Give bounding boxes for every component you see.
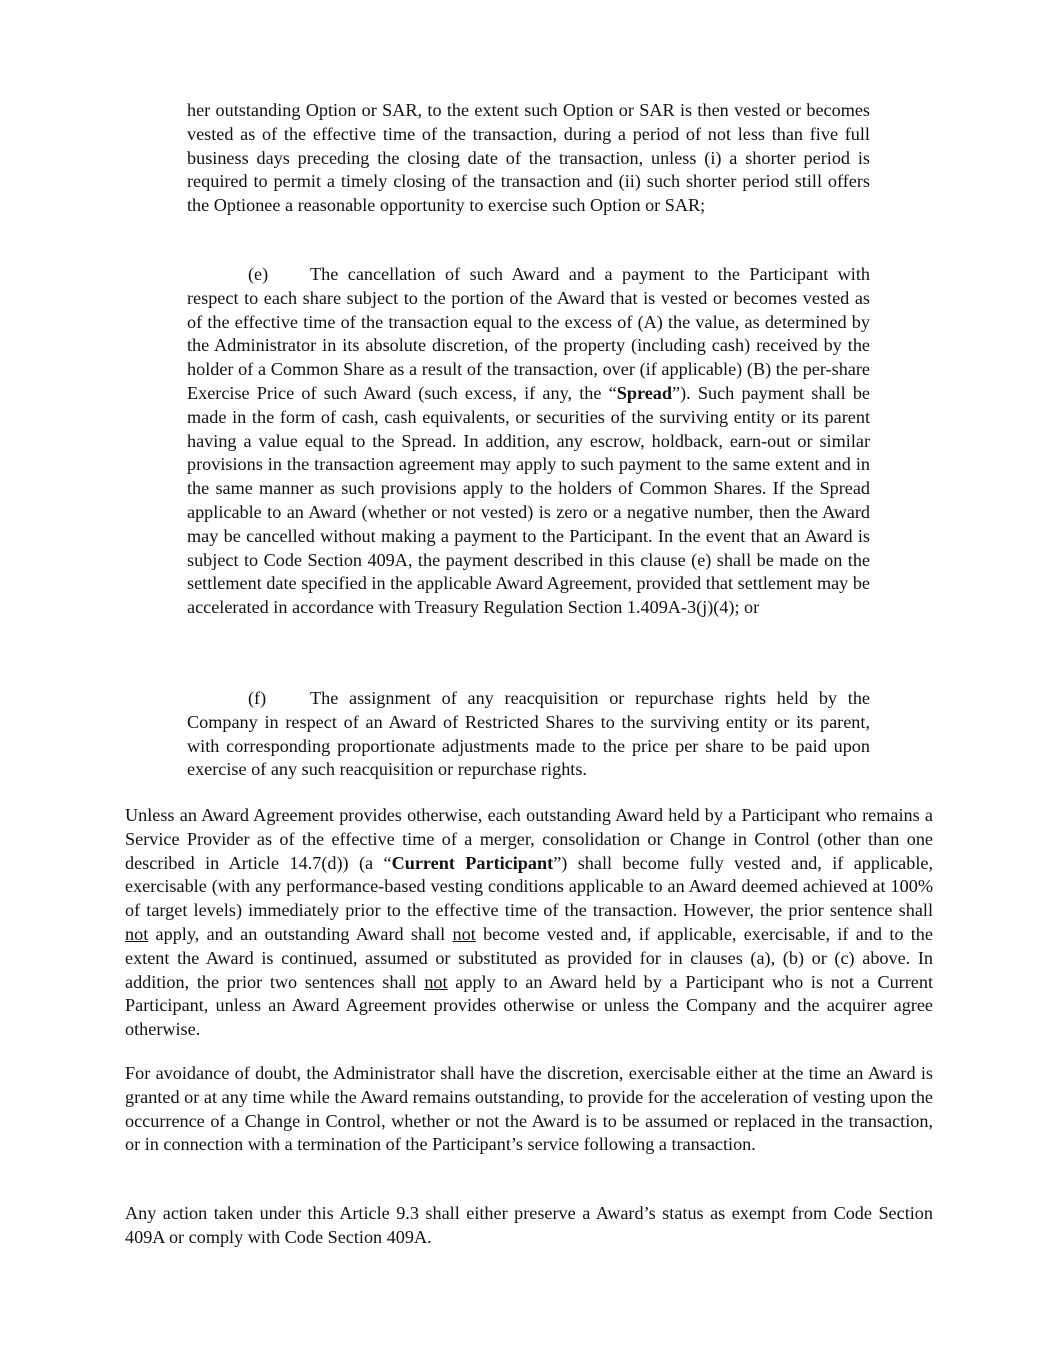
clause-e-text-before: The cancellation of such Award and a payment to the Participant with respect to each share subject to the portion of the Award that is vested or becomes vested as of the effective time of the transaction equal to the excess of (A) the value, as determined by the Administrator in its absolute discretion, of the property (including cash) received by the holder of a Common Share as a result of the transaction, over (if applicable) (B) the per-share Exercise Price of such Award (such excess, if any, the “ — [187, 264, 870, 403]
clause-f-label: (f) — [248, 688, 267, 708]
unless-part-5: apply to an Award held by a Participant who is not a Current Participant, unless an Award Agreement provides otherwise or unless the Company and the acquirer agree otherwise. — [125, 971, 933, 1040]
unless-part-4: become vested and, if applicable, exercisable, if and to the extent the Award is continued, assumed or substituted as provided for in clauses (a), (b) or (c) above. In addition, the prior two sentences shall — [125, 923, 933, 992]
paragraph-unless — [125, 804, 933, 1042]
unless-part-1: Unless an Award Agreement provides otherwise, each outstanding Award held by a Participant who remains a Service Provider as of the effective time of a merger, consolidation or Change in Control (other than one described in Article 14.7(d)) (a “ — [125, 805, 933, 873]
paragraph-section-409a: Any action taken under this Article 9.3 shall either preserve a Award’s status as exempt from Code Section 409A or comply with Code Section 409A. — [125, 1203, 933, 1247]
clause-e-defined-term: Spread — [616, 382, 672, 403]
defined-term-current-participant: Current Participant — [391, 852, 554, 873]
paragraph-avoidance-of-doubt: For avoidance of doubt, the Administrator shall have the discretion, exercisable either at the time an Award is granted or at any time while the Award remains outstanding, to provide for the acceleration of vesting upon the occurrence of a Change in Control, whether or not the Award is to be assumed or replaced in the transaction, or in connection with a termination of the Participant’s service following a transaction. — [125, 1063, 933, 1155]
underlined-not-2: not — [452, 923, 476, 944]
underlined-not-3: not — [424, 971, 448, 992]
clause-f-text: The assignment of any reacquisition or repurchase rights held by the Company in respect of an Award of Restricted Shares to the surviving entity or its parent, with corresponding proportionate adjustments made to the price per share to be paid upon exercise of any such reacquisition or repurchase rights. — [187, 688, 870, 780]
clause-e-label: (e) — [248, 264, 269, 284]
paragraph-option-continuation: her outstanding Option or SAR, to the extent such Option or SAR is then vested or becomes vested as of the effective time of the transaction, during a period of not less than five full business days preceding the closing date of the transaction, unless (i) a shorter period is required to permit a timely closing of the transaction and (ii) such shorter period still offers the Optionee a reasonable opportunity to exercise such Option or SAR; — [187, 100, 870, 216]
clause-e — [187, 263, 870, 620]
clause-f — [187, 687, 870, 782]
unless-part-3: apply, and an outstanding Award shall — [148, 923, 453, 944]
clause-e-text-after: ”). Such payment shall be made in the form of cash, cash equivalents, or securities of the surviving entity or its parent having a value equal to the Spread. In addition, any escrow, holdback, earn-out or similar provisions in the transaction agreement may apply to such payment to the same extent and in the same manner as such provisions apply to the holders of Common Shares. If the Spread applicable to an Award (whether or not vested) is zero or a negative number, then the Award may be cancelled without making a payment to the Participant. In the event that an Award is subject to Code Section 409A, the payment described in this clause (e) shall be made on the settlement date specified in the applicable Award Agreement, provided that settlement may be accelerated in accordance with Treasury Regulation Section 1.409A-3(j)(4); or — [187, 382, 870, 618]
unless-part-2: ”) shall become fully vested and, if applicable, exercisable (with any performance-based vesting conditions applicable to an Award deemed achieved at 100% of target levels) immediately prior to the effective time of the transaction. However, the prior sentence shall — [125, 852, 934, 921]
underlined-not-1: not — [125, 923, 149, 944]
